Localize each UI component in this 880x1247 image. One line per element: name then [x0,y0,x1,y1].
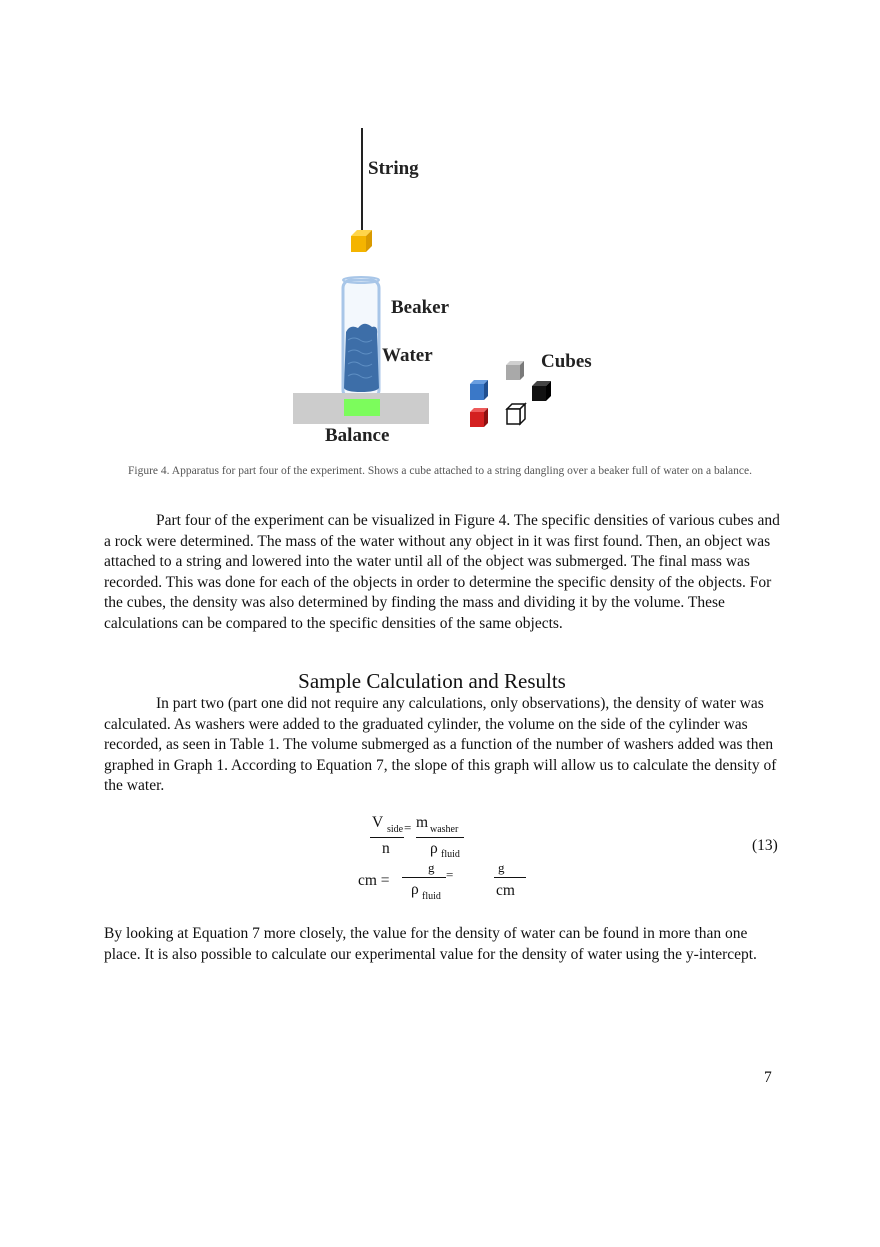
eq-g2: g [498,860,505,875]
hanging-cube [351,230,372,252]
paragraph-y-intercept-text: By looking at Equation 7 more closely, the value for the density of water can be found in more than one place. It is also possible to calculate our experimental value for the density of water using the y-intercept. [104,925,757,963]
paragraph-part-four [104,511,784,634]
page-number: 7 [764,1069,772,1086]
section-heading: Sample Calculation and Results [298,669,566,693]
label-string: String [368,158,419,179]
apparatus-figure [280,120,600,460]
eq-cm-lhs: cm = [358,872,390,889]
eq-equals2: = [446,867,454,882]
figure-caption: Figure 4. Apparatus for part four of the experiment. Shows a cube attached to a string dangling over a beaker full of water on a balance. [128,465,752,477]
label-beaker: Beaker [391,297,450,318]
label-cubes: Cubes [541,351,592,372]
eq-v: V [372,814,384,831]
cube-black [532,381,551,401]
label-water: Water [382,345,433,366]
eq-fraction-bar-right [416,837,464,838]
eq-v-sub: side [387,824,404,835]
eq-rho2: ρ [411,881,419,898]
eq-m: m [416,814,429,831]
label-balance: Balance [325,425,390,446]
eq-cm2: cm [496,882,515,899]
eq-rho2-sub: fluid [422,891,441,902]
equation-number: (13) [752,837,778,854]
cube-white [507,404,525,424]
cube-red [470,408,488,427]
eq-m-sub: washer [430,824,459,835]
paragraph-part-two-text: In part two (part one did not require any calculations, only observations), the density of water was calculated. As washers were added to the graduated cylinder, the volume on the side of the cylinder was recorded, as seen in Table 1. The volume submerged as a function of the number of washers added was then graphed in Graph 1. According to Equation 7, the slope of this graph will allow us to calculate the density of the water. [104,695,777,794]
eq-equals: = [404,820,412,835]
water [344,324,379,392]
balance-pad [344,399,380,416]
eq-rho-sub: fluid [441,849,460,860]
eq-fraction-bar-g1 [402,877,446,878]
eq-fraction-bar-left [370,837,404,838]
eq-rho: ρ [430,840,438,857]
eq-fraction-bar-g2 [494,877,526,878]
cube-blue [470,380,488,400]
paragraph-part-two [104,694,784,797]
paragraph-part-four-text: Part four of the experiment can be visualized in Figure 4. The specific densities of various cubes and a rock were determined. The mass of the water without any object in it was first found. Then, an object was attached to a string and lowered into the water until all of the object was submerged. The final mass was recorded. This was done for each of the objects in order to determine the specific density of the objects. For the cubes, the density was also determined by finding the mass and dividing it by the volume. These calculations can be compared to the specific densities of the same objects. [104,512,780,632]
eq-n: n [382,840,390,857]
cube-gray [506,361,524,380]
eq-g1: g [428,860,435,875]
paragraph-y-intercept [104,924,784,965]
